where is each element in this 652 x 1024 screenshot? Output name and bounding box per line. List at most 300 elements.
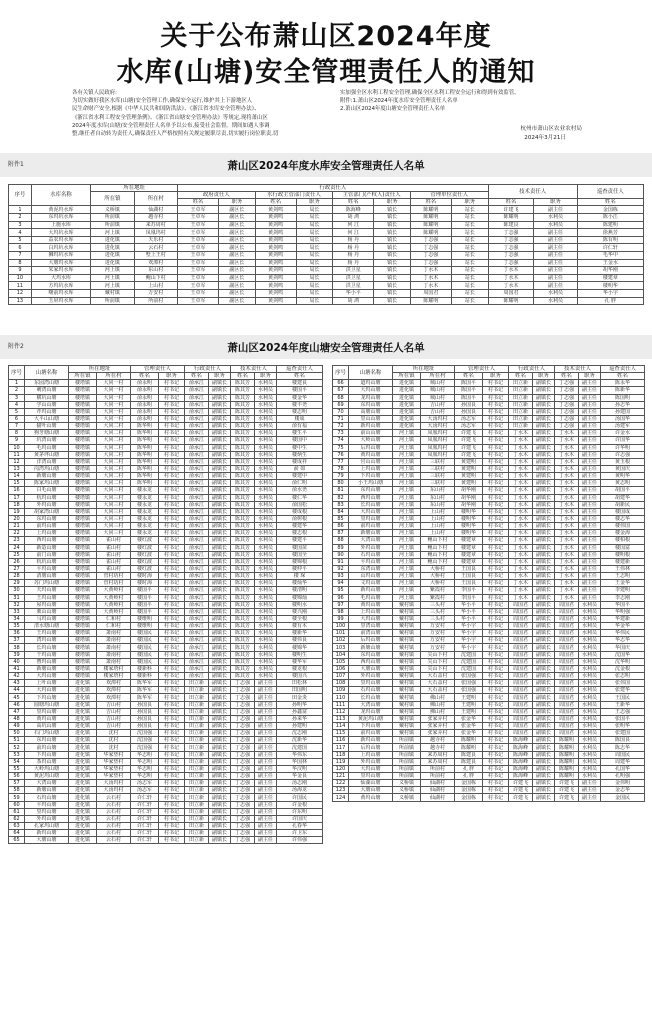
reservoir-cell: 副区长: [219, 274, 256, 282]
pond-cell: 汤建军: [601, 423, 645, 430]
pond-cell: 村书记: [483, 423, 509, 430]
reservoir-cell: 6: [9, 244, 32, 252]
pond-cell: 楼国民: [131, 658, 159, 665]
pond-cell: 凤凰坞村: [421, 444, 455, 451]
pond-cell: 狗牙塘山塘: [25, 430, 69, 437]
pond-cell: 丁志强: [231, 815, 255, 822]
pond-cell: 田立新: [185, 830, 209, 837]
pond-cell: 丁水木: [509, 473, 533, 480]
pond-cell: 丁水木: [509, 551, 533, 558]
reservoir-cell: 曙前坞水库: [31, 289, 90, 297]
pond-cell: 陈其芳: [231, 401, 255, 408]
pond-cell: 张家弄村: [421, 730, 455, 737]
pond-cell: 王国良: [455, 565, 483, 572]
pond-cell: 楼塔镇: [69, 415, 97, 422]
pond-cell: 李国平: [455, 587, 483, 594]
reservoir-cell: 来苏周村: [134, 221, 177, 229]
pond-cell: 胡建华: [601, 494, 645, 501]
reservoir-cell: 黄剑鸣: [255, 259, 296, 267]
pond-cell: 大桥村: [421, 573, 455, 580]
pond-cell: 村书记: [483, 487, 509, 494]
pond-row: [333, 515, 645, 522]
pond-cell: 村书记: [483, 501, 509, 508]
pond-cell: 副镇长: [533, 680, 555, 687]
pond-cell: 楼灿华: [277, 580, 323, 587]
pond-cell: 周国君: [555, 644, 579, 651]
pond-cell: 村书记: [159, 480, 185, 487]
pond-cell: 金国民: [601, 794, 645, 801]
pond-cell: 丁志强: [231, 708, 255, 715]
reservoir-cell: 黄剑鸣: [255, 206, 296, 214]
pond-cell: 金志华: [601, 787, 645, 794]
pond-cell: 丁水木: [509, 573, 533, 580]
reservoir-cell: 局长: [296, 259, 333, 267]
pond-row: [9, 751, 323, 758]
pond-cell: 楼丰尧: [277, 401, 323, 408]
notice-line: 《浙江省水利工程安全管理条例》、《浙江省山塘安全管理办法》等规定,现将萧山区: [72, 114, 268, 121]
pond-cell: 陈其芳: [231, 444, 255, 451]
pond-header-seq: 序号: [9, 366, 25, 380]
pond-cell: 副镇长: [209, 515, 231, 522]
pond-cell: 49: [9, 723, 25, 730]
pond-cell: 大黄岭村: [97, 587, 131, 594]
pond-cell: 杭坞山塘: [25, 494, 69, 501]
pond-cell: 水利员: [579, 730, 601, 737]
pond-cell: 俞永明: [131, 415, 159, 422]
pond-cell: 副镇长: [209, 430, 231, 437]
pond-row: [9, 787, 323, 794]
pond-cell: 王坞山塘: [25, 594, 69, 601]
reservoir-cell: 王卓军: [178, 221, 219, 229]
pond-cell: 副主任: [255, 737, 277, 744]
pond-cell: 长坞山塘: [25, 644, 69, 651]
pond-cell: 华伟东: [277, 751, 323, 758]
pond-cell: 楼建章: [455, 558, 483, 565]
pond-cell: 村书记: [159, 387, 185, 394]
pond-row: [333, 773, 645, 780]
pond-cell: 副镇长: [209, 601, 231, 608]
pond-cell: 大岭坞山塘: [25, 765, 69, 772]
pond-cell: 楼塔镇: [69, 394, 97, 401]
pond-cell: 陈其芳: [231, 465, 255, 472]
pond-cell: 丁水木: [555, 494, 579, 501]
pond-row: [333, 694, 645, 701]
pond-cell: 三联村: [421, 465, 455, 472]
pond-cell: 村书记: [483, 515, 509, 522]
pond-cell: 村书记: [483, 465, 509, 472]
pond-cell: 113: [333, 715, 349, 722]
pond-cell: 水利员: [255, 651, 277, 658]
pond-cell: 王国良: [455, 580, 483, 587]
reservoir-cell: 陈建明: [577, 221, 643, 229]
pond-cell: 俞仁明: [277, 480, 323, 487]
pond-cell: 大同一村: [97, 380, 131, 387]
pond-cell: 副镇长: [533, 530, 555, 537]
pond-cell: 马坞山塘: [25, 615, 69, 622]
pond-cell: 俞承江: [185, 387, 209, 394]
pond-cell: 副主任: [579, 480, 601, 487]
reservoir-cell: 楼建章: [577, 274, 643, 282]
pond-cell: 副镇长: [533, 587, 555, 594]
pond-cell: 大同二村: [97, 437, 131, 444]
pond-row: [333, 758, 645, 765]
pond-cell: 副镇长: [533, 651, 555, 658]
res-header-mgmt-name: 姓名: [410, 199, 451, 206]
pond-cell: 楼塔镇: [69, 565, 97, 572]
pond-cell: 圆塘坞山塘: [25, 701, 69, 708]
pond-cell: 106: [333, 665, 349, 672]
reservoir-cell: 大坞坑水库: [31, 229, 90, 237]
pond-cell: 王建明: [455, 708, 483, 715]
res-header-mgmt: 管理单位责任人: [410, 192, 488, 199]
res-header-mgmt-title: 职务: [451, 199, 488, 206]
pond-cell: 村书记: [159, 723, 185, 730]
pond-cell: 东坞山塘: [25, 515, 69, 522]
pond-cell: 村书记: [483, 494, 509, 501]
pond-row: [9, 480, 323, 487]
pond-cell: 俞承江: [185, 594, 209, 601]
pond-cell: 凤凰坞村: [421, 430, 455, 437]
pond-cell: 楼志明: [277, 408, 323, 415]
pond-cell: 杭坑山塘: [25, 558, 69, 565]
pond-cell: 水利员: [255, 665, 277, 672]
pond-cell: 楼塔镇: [69, 408, 97, 415]
pond-cell: 周国君: [509, 708, 533, 715]
notice-line: 实加强全区水利工程安全管理,确保全区水利工程安全运行和得到有效监管。: [340, 90, 520, 96]
reservoir-cell: 镇长: [374, 259, 411, 267]
pond-cell: 副镇长: [209, 801, 231, 808]
pond-cell: 上坞山塘: [25, 530, 69, 537]
reservoir-cell: 所前镇: [91, 221, 134, 229]
pond-header-mgmt-name: 姓名: [131, 373, 159, 380]
pond-cell: 村书记: [159, 587, 185, 594]
pond-cell: 水利员: [255, 430, 277, 437]
pond-cell: 16: [9, 487, 25, 494]
notice-line: 2024年度水库(山塘)安全管理责任人名单予以公布,接受社会监督。期间如遇人事调: [72, 122, 270, 129]
pond-header-tech-title: 职务: [579, 373, 601, 380]
pond-row: [9, 530, 323, 537]
reservoir-cell: 天乐村: [134, 236, 177, 244]
pond-cell: 副主任: [579, 451, 601, 458]
pond-cell: 112: [333, 708, 349, 715]
pond-cell: 大黄岭村: [97, 601, 131, 608]
pond-cell: 84: [333, 508, 349, 515]
pond-cell: 副主任: [255, 837, 277, 844]
pond-cell: 楼塔镇: [69, 644, 97, 651]
pond-cell: 尖山下村: [421, 658, 455, 665]
pond-cell: 许国民: [277, 794, 323, 801]
pond-cell: 后坞山塘: [349, 444, 393, 451]
pond-cell: 许华明: [601, 444, 645, 451]
pond-cell: 副主任: [255, 680, 277, 687]
reservoir-cell: 王卓军: [178, 274, 219, 282]
pond-cell: 田立新: [185, 744, 209, 751]
reservoir-row: [9, 297, 644, 305]
reservoir-cell: 黄剑鸣: [255, 229, 296, 237]
pond-cell: 戴村镇: [393, 687, 421, 694]
pond-cell: 大湾山塘: [349, 701, 393, 708]
pond-cell: 河上镇: [393, 487, 421, 494]
pond-cell: 楼建华: [277, 523, 323, 530]
reservoir-cell: 丁志强: [488, 244, 534, 252]
pond-cell: 黄志明: [601, 480, 645, 487]
reservoir-cell: 所前镇: [91, 214, 134, 222]
pond-cell: 俞承江: [185, 401, 209, 408]
pond-cell: 楼永龙: [131, 494, 159, 501]
pond-cell: 许仁轩: [131, 815, 159, 822]
pond-cell: 村书记: [159, 401, 185, 408]
pond-cell: 沈建国: [455, 651, 483, 658]
pond-cell: 副主任: [255, 815, 277, 822]
pond-cell: 楼塔镇: [69, 673, 97, 680]
pond-cell: 副镇长: [209, 765, 231, 772]
pond-cell: 所前镇: [393, 744, 421, 751]
pond-cell: 54: [9, 758, 25, 765]
pond-cell: 楼伟国: [601, 523, 645, 530]
pond-cell: 村书记: [159, 665, 185, 672]
pond-cell: 陈其芳: [231, 573, 255, 580]
pond-cell: 村书记: [159, 594, 185, 601]
pond-cell: 俞树根: [277, 515, 323, 522]
pond-cell: 副镇长: [209, 744, 231, 751]
reservoir-cell: 王卓军: [178, 282, 219, 290]
pond-row: [333, 430, 645, 437]
pond-cell: 水利员: [255, 437, 277, 444]
pond-cell: 村书记: [159, 708, 185, 715]
pond-row: [9, 380, 323, 387]
pond-cell: 欢潭村: [97, 687, 131, 694]
pond-cell: 欢潭村: [97, 680, 131, 687]
pond-cell: 陈其芳: [231, 644, 255, 651]
pond-cell: 陈其芳: [231, 623, 255, 630]
pond-cell: 村书记: [483, 615, 509, 622]
pond-cell: 副主任: [255, 730, 277, 737]
pond-cell: 副镇长: [209, 723, 231, 730]
pond-cell: 雀山村: [97, 551, 131, 558]
pond-row: [333, 580, 645, 587]
pond-cell: 俞承江: [185, 494, 209, 501]
pond-cell: 龙坞山塘: [349, 708, 393, 715]
pond-cell: 大同一村: [97, 408, 131, 415]
reservoir-cell: 镇长: [374, 229, 411, 237]
pond-cell: 俞承江: [185, 565, 209, 572]
reservoir-cell: 水利员: [534, 297, 577, 305]
pond-cell: 楼永龙: [131, 530, 159, 537]
reservoir-row: [9, 274, 644, 282]
pond-row: [333, 573, 645, 580]
pond-cell: 19: [9, 508, 25, 515]
pond-cell: 楼伟良: [277, 637, 323, 644]
pond-row: [9, 687, 323, 694]
pond-cell: 孙建明: [277, 723, 323, 730]
reservoir-cell: 站长: [451, 221, 488, 229]
pond-cell: 黄玉根: [601, 458, 645, 465]
reservoir-cell: 陈海峰: [333, 206, 374, 214]
reservoir-cell: 副区长: [219, 229, 256, 237]
pond-row: [9, 430, 323, 437]
reservoir-cell: 镇长: [374, 251, 411, 259]
pond-cell: 外坞山塘: [25, 501, 69, 508]
pond-cell: 61: [9, 808, 25, 815]
pond-cell: 华小平: [455, 601, 483, 608]
reservoir-cell: 4: [9, 229, 32, 237]
pond-cell: 副主任: [579, 573, 601, 580]
pond-cell: 楼塔镇: [69, 623, 97, 630]
pond-cell: 副镇长: [533, 673, 555, 680]
pond-cell: 楼国中: [277, 437, 323, 444]
reservoir-cell: 益农坞水库: [31, 236, 90, 244]
pond-cell: 水利员: [579, 637, 601, 644]
pond-cell: 楼国成: [601, 508, 645, 515]
pond-cell: 丁志强: [555, 415, 579, 422]
pond-cell: 丁志强: [555, 394, 579, 401]
pond-cell: 村书记: [159, 687, 185, 694]
pond-cell: 许建飞: [509, 780, 533, 787]
pond-cell: 俞承江: [185, 615, 209, 622]
pond-header-patrol-name: 姓名: [277, 373, 323, 380]
pond-cell: 城山村: [421, 380, 455, 387]
pond-row: [9, 673, 323, 680]
pond-cell: 45: [9, 694, 25, 701]
pond-cell: 陈其芳: [231, 387, 255, 394]
pond-cell: 楼塔镇: [69, 473, 97, 480]
pond-cell: 俞承江: [185, 573, 209, 580]
reservoir-row: [9, 244, 644, 252]
pond-cell: 三头村: [421, 615, 455, 622]
pond-cell: 许建飞: [455, 444, 483, 451]
pond-cell: 孙来华: [277, 715, 323, 722]
pond-header-tech-title: 职务: [255, 373, 277, 380]
pond-row: [9, 458, 323, 465]
pond-cell: 75: [333, 444, 349, 451]
reservoir-cell: 陈小江: [577, 214, 643, 222]
pond-cell: 37: [9, 637, 25, 644]
pond-cell: 副主任: [579, 415, 601, 422]
reservoir-cell: 杨 丹: [333, 259, 374, 267]
pond-cell: 楼金华: [277, 394, 323, 401]
reservoir-cell: 副区长: [219, 214, 256, 222]
pond-cell: 1: [9, 380, 25, 387]
reservoir-cell: 副主任: [534, 267, 577, 275]
pond-cell: 水利员: [579, 644, 601, 651]
pond-cell: 萧南村: [97, 644, 131, 651]
pond-cell: 大同二村: [97, 465, 131, 472]
reservoir-cell: 王卓军: [178, 214, 219, 222]
pond-cell: 陈其芳: [231, 580, 255, 587]
pond-header-admin: 行政责任人: [509, 366, 555, 373]
pond-cell: 水利员: [579, 658, 601, 665]
pond-cell: 副镇长: [533, 644, 555, 651]
pond-cell: 河上镇: [393, 465, 421, 472]
pond-cell: 水利员: [579, 765, 601, 772]
pond-cell: 村书记: [159, 651, 185, 658]
pond-cell: 上山村: [421, 523, 455, 530]
pond-cell: 孙鑫富: [277, 708, 323, 715]
reservoir-cell: 局长: [296, 251, 333, 259]
pond-cell: 96: [333, 594, 349, 601]
pond-cell: 村书记: [483, 651, 509, 658]
pond-cell: 河上镇: [393, 544, 421, 551]
pond-cell: 楼国兴: [277, 673, 323, 680]
pond-cell: 文坞山塘: [349, 580, 393, 587]
pond-cell: 副主任: [255, 708, 277, 715]
pond-cell: 河上镇: [393, 558, 421, 565]
pond-cell: 东坞山塘: [349, 651, 393, 658]
pond-cell: 124: [333, 794, 349, 801]
pond-cell: 尖山下村: [421, 651, 455, 658]
pond-cell: 7: [9, 423, 25, 430]
pond-cell: 小王坞山塘: [349, 480, 393, 487]
pond-cell: 副镇长: [209, 544, 231, 551]
pond-cell: 11: [9, 451, 25, 458]
pond-cell: 俞承江: [185, 523, 209, 530]
pond-cell: 116: [333, 737, 349, 744]
pond-cell: 来苏周村: [421, 751, 455, 758]
pond-row: [333, 701, 645, 708]
pond-cell: 村书记: [159, 451, 185, 458]
pond-cell: 丁志强: [231, 687, 255, 694]
pond-cell: 沈新华: [277, 737, 323, 744]
pond-cell: 副镇长: [533, 758, 555, 765]
pond-row: [9, 780, 323, 787]
pond-row: [9, 830, 323, 837]
reservoir-cell: 副主任: [534, 229, 577, 237]
pond-cell: 副镇长: [533, 708, 555, 715]
pond-cell: 丁志强: [231, 773, 255, 780]
pond-cell: 孔春华: [277, 823, 323, 830]
pond-cell: 副镇长: [533, 401, 555, 408]
pond-cell: 副镇长: [209, 451, 231, 458]
pond-cell: 孙国良: [455, 401, 483, 408]
pond-cell: 副镇长: [533, 580, 555, 587]
pond-cell: 沈建国: [455, 658, 483, 665]
pond-cell: 陈耀明: [555, 758, 579, 765]
pond-cell: 萧南村: [97, 651, 131, 658]
pond-cell: 楼时海: [131, 573, 159, 580]
pond-row: [333, 480, 645, 487]
pond-cell: 华小宇: [455, 630, 483, 637]
pond-cell: 村书记: [159, 608, 185, 615]
pond-cell: 丁水木: [555, 587, 579, 594]
pond-cell: 许建飞: [555, 787, 579, 794]
pond-cell: 周国君: [555, 708, 579, 715]
reservoir-cell: 站长: [451, 236, 488, 244]
pond-cell: 陈其芳: [231, 494, 255, 501]
pond-cell: 村书记: [159, 394, 185, 401]
pond-cell: 水利员: [579, 701, 601, 708]
pond-cell: 水利员: [255, 673, 277, 680]
pond-cell: 俞承江: [185, 408, 209, 415]
pond-cell: 副镇长: [533, 658, 555, 665]
pond-cell: 14: [9, 473, 25, 480]
pond-cell: 村书记: [159, 658, 185, 665]
pond-cell: 副镇长: [533, 523, 555, 530]
pond-cell: 副镇长: [209, 523, 231, 530]
pond-cell: 大塘山塘: [25, 837, 69, 844]
pond-cell: 水利员: [579, 723, 601, 730]
pond-cell: 里湾山塘: [349, 623, 393, 630]
pond-cell: 副主任: [579, 465, 601, 472]
pond-cell: 河上镇: [393, 430, 421, 437]
pond-cell: 陈华军: [131, 687, 159, 694]
pond-cell: 汤志军: [455, 423, 483, 430]
reservoir-cell: 站长: [451, 282, 488, 290]
pond-cell: 水利员: [579, 715, 601, 722]
pond-cell: 村书记: [483, 623, 509, 630]
pond-cell: 孙国良: [131, 701, 159, 708]
pond-cell: 义桥镇: [393, 794, 421, 801]
pond-cell: 30: [9, 587, 25, 594]
